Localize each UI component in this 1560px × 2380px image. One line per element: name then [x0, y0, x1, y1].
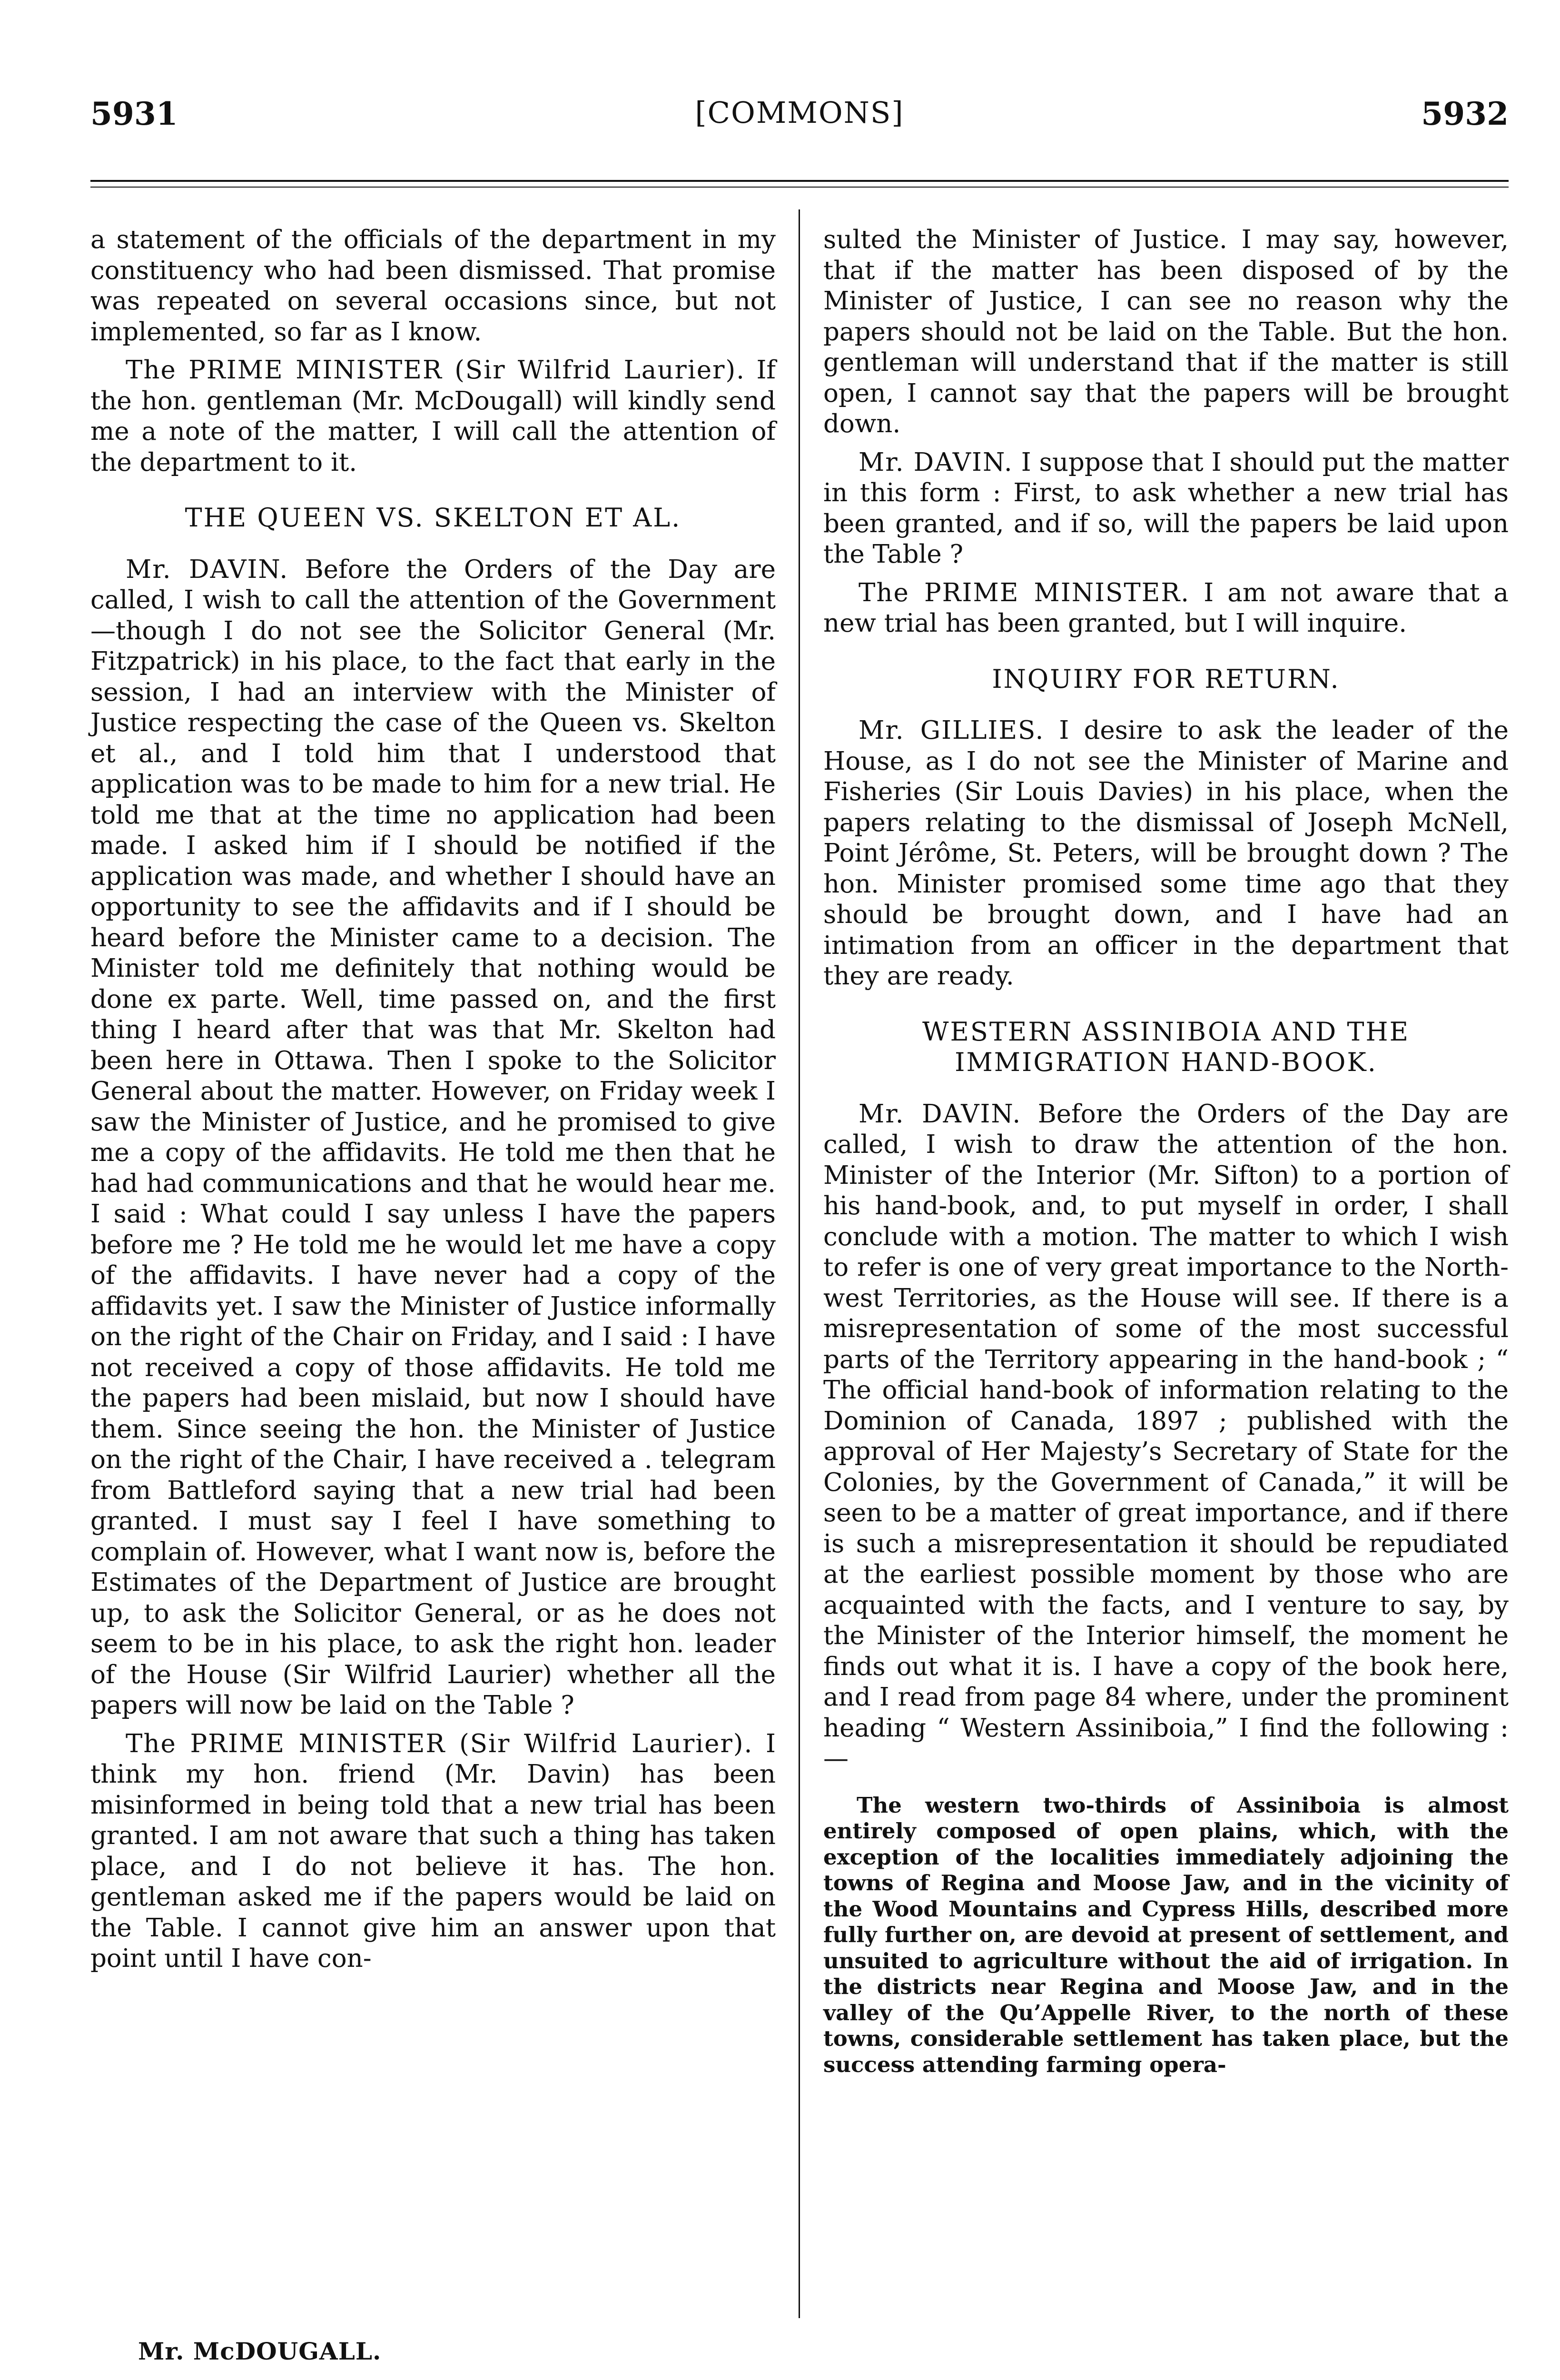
speaker-name: Mr. DAVIN.	[859, 447, 1013, 477]
header-rule-bottom	[90, 187, 1509, 188]
paragraph: a statement of the officials of the department in my constituency who had been dismissed. That promise was repeated on several occasions since, but not implemented, so far as I know.	[90, 225, 776, 347]
page-number-right: 5932	[1421, 95, 1509, 132]
speech-text: I think my hon. friend (Mr. Davin) has been misinformed in being told that a new trial has been granted. I am not aware that such a thing has taken place, and I do not believe it has. The hon. gentleman asked me if the papers would be laid on the Table. I cannot give him an answer upon that point until I have con-	[90, 1729, 776, 1973]
speech-text: I am not aware that a new trial has been granted, but I will inquire.	[823, 578, 1509, 638]
section-heading: INQUIRY FOR RETURN.	[992, 664, 1340, 694]
page-footer: Mr. McDOUGALL.	[138, 2337, 382, 2365]
paragraph	[823, 1099, 1509, 1775]
paragraph: sulted the Minister of Justice. I may say, however, that if the matter has been disposed of by the Minister of Justice, I can see no reason why the papers should not be laid on the Table. But the hon. gentleman will understand that if the matter is still open, I cannot say that the papers will be brought down.	[823, 225, 1509, 438]
speaker-name: The PRIME MINISTER (Sir Wilfrid Laurier).	[126, 1729, 753, 1758]
speaker-name: The PRIME MINISTER (Sir Wilfrid Laurier).	[126, 356, 746, 385]
paragraph	[823, 447, 1509, 570]
section-heading-line: IMMIGRATION HAND-BOOK.	[955, 1047, 1377, 1077]
right-column	[823, 225, 1509, 2329]
paragraph	[823, 578, 1509, 639]
speaker-name: Mr. DAVIN.	[126, 555, 289, 584]
page-title: [COMMONS]	[695, 95, 904, 130]
speech-text: I desire to ask the leader of the House, as I do not see the Minister of Marine and Fisheries (Sir Louis Davies) in his place, when the papers relating to the dismissal of Joseph McNell, Point Jérôme, St. Peters, will be brought down ? The hon. Minister promised some time ago that they should be brought down, and I have had an intimation from an officer in the department that they are ready.	[823, 716, 1509, 991]
column-divider	[799, 209, 800, 2318]
paragraph	[90, 355, 776, 478]
speech-text: I suppose that I should put the matter in this form : First, to ask whether a new trial has been granted, and if so, will the papers be laid upon the Table ?	[823, 447, 1509, 569]
left-column	[90, 225, 776, 2329]
speech-text: If the hon. gentleman (Mr. McDougall) will kindly send me a note of the matter, I will call the attention of the department to it.	[90, 356, 776, 477]
section-heading	[823, 1017, 1509, 1078]
section-heading: THE QUEEN VS. SKELTON ET AL.	[185, 503, 681, 533]
paragraph	[90, 1729, 776, 1974]
header-rule-top	[90, 180, 1509, 182]
speech-text: Before the Orders of the Day are called, I wish to draw the attention of the hon. Minister of the Interior (Mr. Sifton) to a portion of his hand-book, and, to put myself in order, I shall conclude with a motion. The matter to which I wish to refer is one of very great importance to the North-west Territories, as the House will see. If there is a misrepresentation of some of the most successful parts of the Territory appearing in the hand-book ; “ The official hand-book of information relating to the Dominion of Canada, 1897 ; published with the approval of Her Majesty’s Secretary of State for the Colonies, by the Government of Canada,” it will be seen to be a matter of great importance, and if there is such a misrepresentation it should be repudiated at the earliest possible moment by those who are acquainted with the facts, and I venture to say, by the Minister of the Interior himself, the moment he finds out what it is. I have a copy of the book here, and I read from page 84 where, under the prominent heading “ Western Assiniboia,” I find the following :—	[823, 1099, 1509, 1773]
quoted-passage: The western two-thirds of Assiniboia is almost entirely composed of open plains, which, with the exception of the localities immediately adjoining the towns of Regina and Moose Jaw, and in the vicinity of the Wood Mountains and Cypress Hills, described more fully further on, are devoid at present of settlement, and unsuited to agriculture without the aid of irrigation. In the districts near Regina and Moose Jaw, and in the valley of the Qu’Appelle River, to the north of these towns, considerable settlement has taken place, but the success attending farming opera-	[823, 1792, 1509, 2077]
speaker-name: The PRIME MINISTER.	[859, 578, 1190, 607]
speech-text: Before the Orders of the Day are called, I wish to call the attention of the Government—though I do not see the Solicitor General (Mr. Fitzpatrick) in his place, to the fact that early in the session, I had an interview with the Minister of Justice respecting the case of the Queen vs. Skelton et al., and I told him that I understood that application was to be made to him for a new trial. He told me that at the time no application had been made. I asked him if I should be notified if the application was made, and whether I should have an opportunity to see the affidavits and if I should be heard before the Minister came to a decision. The Minister told me definitely that nothing would be done ex parte. Well, time passed on, and the first thing I heard after that was that Mr. Skelton had been here in Ottawa. Then I spoke to the Solicitor General about the matter. However, on Friday week I saw the Minister of Justice, and he promised to give me a copy of the affidavits. He told me then that he had had communications and that he would hear me. I said : What could I say unless I have the papers before me ? He told me he would let me have a copy of the affidavits. I have never had a copy of the affidavits yet. I saw the Minister of Justice informally on the right of the Chair on Friday, and I said : I have not received a copy of those affidavits. He told me the papers had been mislaid, but now I should have them. Since seeing the hon. the Minister of Justice on the right of the Chair, I have received a . telegram from Battleford saying that a new trial had been granted. I must say I feel I have something to complain of. However, what I want now is, before the Estimates of the Department of Justice are brought up, to ask the Solicitor General, or as he does not seem to be in his place, to ask the right hon. leader of the House (Sir Wilfrid Laurier) whether all the papers will now be laid on the Table ?	[90, 555, 776, 1720]
section-heading-line: WESTERN ASSINIBOIA AND THE	[922, 1016, 1410, 1047]
speaker-name: Mr. DAVIN.	[859, 1099, 1022, 1129]
paragraph	[90, 555, 776, 1721]
page-header	[90, 95, 1509, 138]
page-number-left: 5931	[90, 95, 178, 132]
paragraph	[823, 715, 1509, 992]
speaker-name: Mr. GILLIES.	[859, 716, 1045, 745]
